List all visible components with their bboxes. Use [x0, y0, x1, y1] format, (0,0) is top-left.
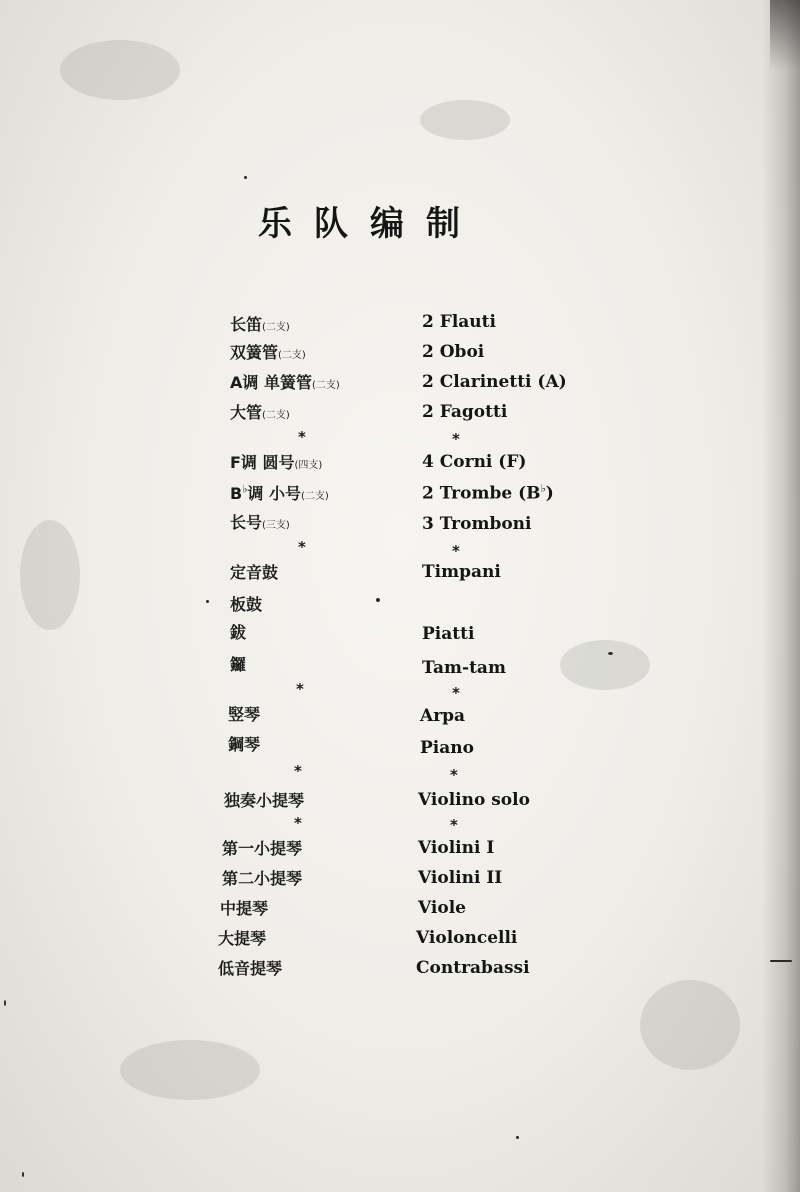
instrument-cn-bangu: 板鼓 [230, 595, 263, 614]
instrument-it-clarinet: 2 Clarinetti (A) [422, 372, 567, 392]
section-separator: * [450, 816, 458, 834]
paper-stain [20, 520, 80, 630]
instrument-it-piano: Piano [420, 738, 474, 758]
section-separator: * [298, 428, 306, 446]
instrument-it-viola: Viole [418, 898, 466, 918]
paper-stain [640, 980, 740, 1070]
instrument-it-trumpet: 2 Trombe (B♭) [422, 482, 554, 504]
instrument-it-timpani: Timpani [422, 562, 501, 582]
instrument-cn-trumpet: B♭调 小号(二支) [230, 482, 329, 503]
paper-speck [4, 1000, 6, 1006]
instrument-cn-piano: 鋼琴 [228, 735, 261, 754]
section-separator: * [452, 684, 460, 702]
section-separator: * [452, 430, 460, 448]
instrument-cn-horn: F调 圆号(四支) [230, 453, 323, 472]
instrument-cn-timpani: 定音鼓 [230, 563, 279, 582]
paper-stain [420, 100, 510, 140]
paper-stain [560, 640, 650, 690]
instrument-it-violin-1: Violini I [418, 838, 495, 858]
instrument-it-contrabass: Contrabassi [416, 958, 530, 978]
instrument-it-cello: Violoncelli [416, 928, 518, 948]
instrument-cn-oboe: 双簧管(二支) [230, 343, 306, 362]
instrument-it-horn: 4 Corni (F) [422, 452, 527, 472]
section-separator: * [294, 762, 302, 780]
instrument-cn-bassoon: 大管(二支) [230, 403, 290, 422]
instrument-cn-harp: 竪琴 [228, 705, 261, 724]
paper-speck [516, 1136, 519, 1139]
instrument-cn-cello: 大提琴 [218, 929, 267, 948]
instrument-it-trombone: 3 Tromboni [422, 514, 532, 534]
section-separator: * [298, 538, 306, 556]
paper-speck [244, 176, 247, 179]
paper-stain [60, 40, 180, 100]
section-separator: * [452, 542, 460, 560]
page-edge-shadow [762, 0, 800, 1192]
instrument-cn-violin-1: 第一小提琴 [222, 839, 303, 858]
page-corner-shadow [770, 0, 800, 70]
instrument-it-oboe: 2 Oboi [422, 342, 485, 362]
instrument-it-tamtam: Tam-tam [422, 658, 506, 678]
section-separator: * [450, 766, 458, 784]
paper-speck [770, 960, 792, 962]
instrument-cn-clarinet: A调 单簧管(二支) [230, 373, 340, 392]
instrument-cn-flute: 长笛(二支) [230, 315, 290, 334]
instrument-cn-violin-solo: 独奏小提琴 [224, 791, 305, 810]
paper-speck [22, 1172, 24, 1177]
paper-stain [120, 1040, 260, 1100]
section-separator: * [296, 680, 304, 698]
instrument-it-cymbals: Piatti [422, 624, 475, 644]
instrument-cn-trombone: 长号(三支) [230, 513, 290, 532]
instrument-cn-tamtam: 鑼 [230, 655, 247, 674]
instrument-cn-viola: 中提琴 [220, 899, 269, 918]
instrument-cn-cymbals: 鈸 [230, 623, 247, 642]
instrument-it-violin-2: Violini II [418, 868, 503, 888]
instrument-cn-violin-2: 第二小提琴 [222, 869, 303, 888]
paper-speck [608, 652, 613, 655]
instrument-it-harp: Arpa [420, 706, 466, 726]
instrument-it-violin-solo: Violino solo [418, 790, 530, 810]
page-title: 乐队编制 [258, 204, 482, 244]
instrument-it-flute: 2 Flauti [422, 312, 496, 332]
paper-speck [376, 598, 380, 602]
instrument-cn-contrabass: 低音提琴 [218, 959, 283, 978]
instrument-it-bassoon: 2 Fagotti [422, 402, 508, 422]
section-separator: * [294, 814, 302, 832]
paper-speck [206, 600, 209, 603]
